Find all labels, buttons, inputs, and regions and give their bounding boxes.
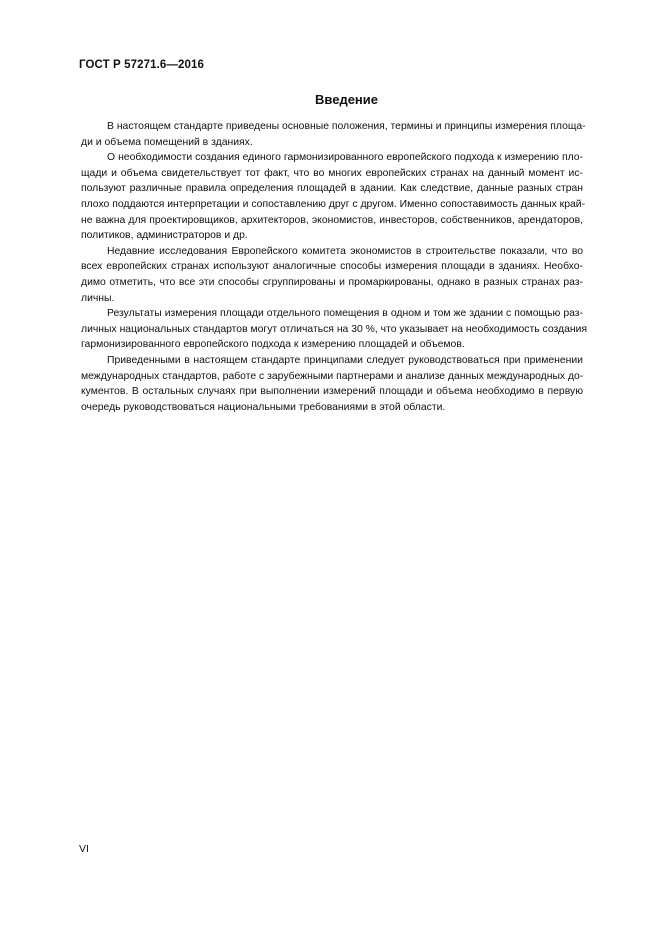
- text-line: О необходимости создания единого гармонизированного европейского подхода к измерению пло-: [107, 152, 583, 164]
- text-line: кументов. В остальных случаях при выполнении измерений площади и объема необходимо в первую: [81, 386, 583, 398]
- paragraph: [81, 353, 583, 415]
- paragraph: [81, 306, 588, 353]
- paragraph: [81, 244, 583, 306]
- text-line: гармонизированного европейского подхода к измерению площадей и объемов.: [81, 339, 465, 351]
- text-line: политиков, администраторов и др.: [81, 230, 248, 242]
- text-line: не важна для проектировщиков, архитекторов, экономистов, инвесторов, собственников, арендаторов,: [81, 214, 583, 226]
- text-line: щади и объема свидетельствует тот факт, что во многих европейских странах на данный момент ис-: [81, 167, 583, 179]
- text-line: Результаты измерения площади отдельного помещения в одном и том же здании с помощью раз-: [107, 308, 583, 320]
- text-line: димо отметить, что все эти способы сгруппированы и промаркированы, однако в разных странах раз-: [81, 276, 583, 288]
- text-line: ди и объема помещений в зданиях.: [81, 136, 253, 148]
- body-text: [81, 119, 588, 415]
- text-line: личных национальных стандартов могут отличаться на 30 %, что указывает на необходимость создания: [81, 323, 588, 335]
- document-header: ГОСТ Р 57271.6—2016: [79, 59, 204, 71]
- text-line: В настоящем стандарте приведены основные положения, термины и принципы измерения площа-: [107, 121, 586, 132]
- text-line: международных стандартов, работе с зарубежными партнерами и анализе данных международных до-: [81, 370, 584, 382]
- text-line: Недавние исследования Европейского комитета экономистов в строительстве показали, что во: [107, 245, 583, 257]
- text-line: Приведенными в настоящем стандарте принципами следует руководствоваться при применении: [107, 354, 583, 366]
- paragraph: [81, 119, 586, 150]
- section-title: Введение: [315, 92, 378, 107]
- page-number: VI: [79, 843, 89, 855]
- text-line: всех европейских странах используют аналогичные способы измерения площади в зданиях. Необхо-: [81, 261, 583, 273]
- text-line: личны.: [81, 292, 115, 304]
- text-line: очередь руководствоваться национальными требованиями в этой области.: [81, 401, 446, 413]
- text-line: пользуют различные правила определения площадей в здании. Как следствие, данные разных стран: [81, 183, 583, 195]
- paragraph: [81, 150, 586, 244]
- text-line: плохо поддаются интерпретации и сопоставлению друг с другом. Именно сопоставимость данных край-: [81, 198, 586, 210]
